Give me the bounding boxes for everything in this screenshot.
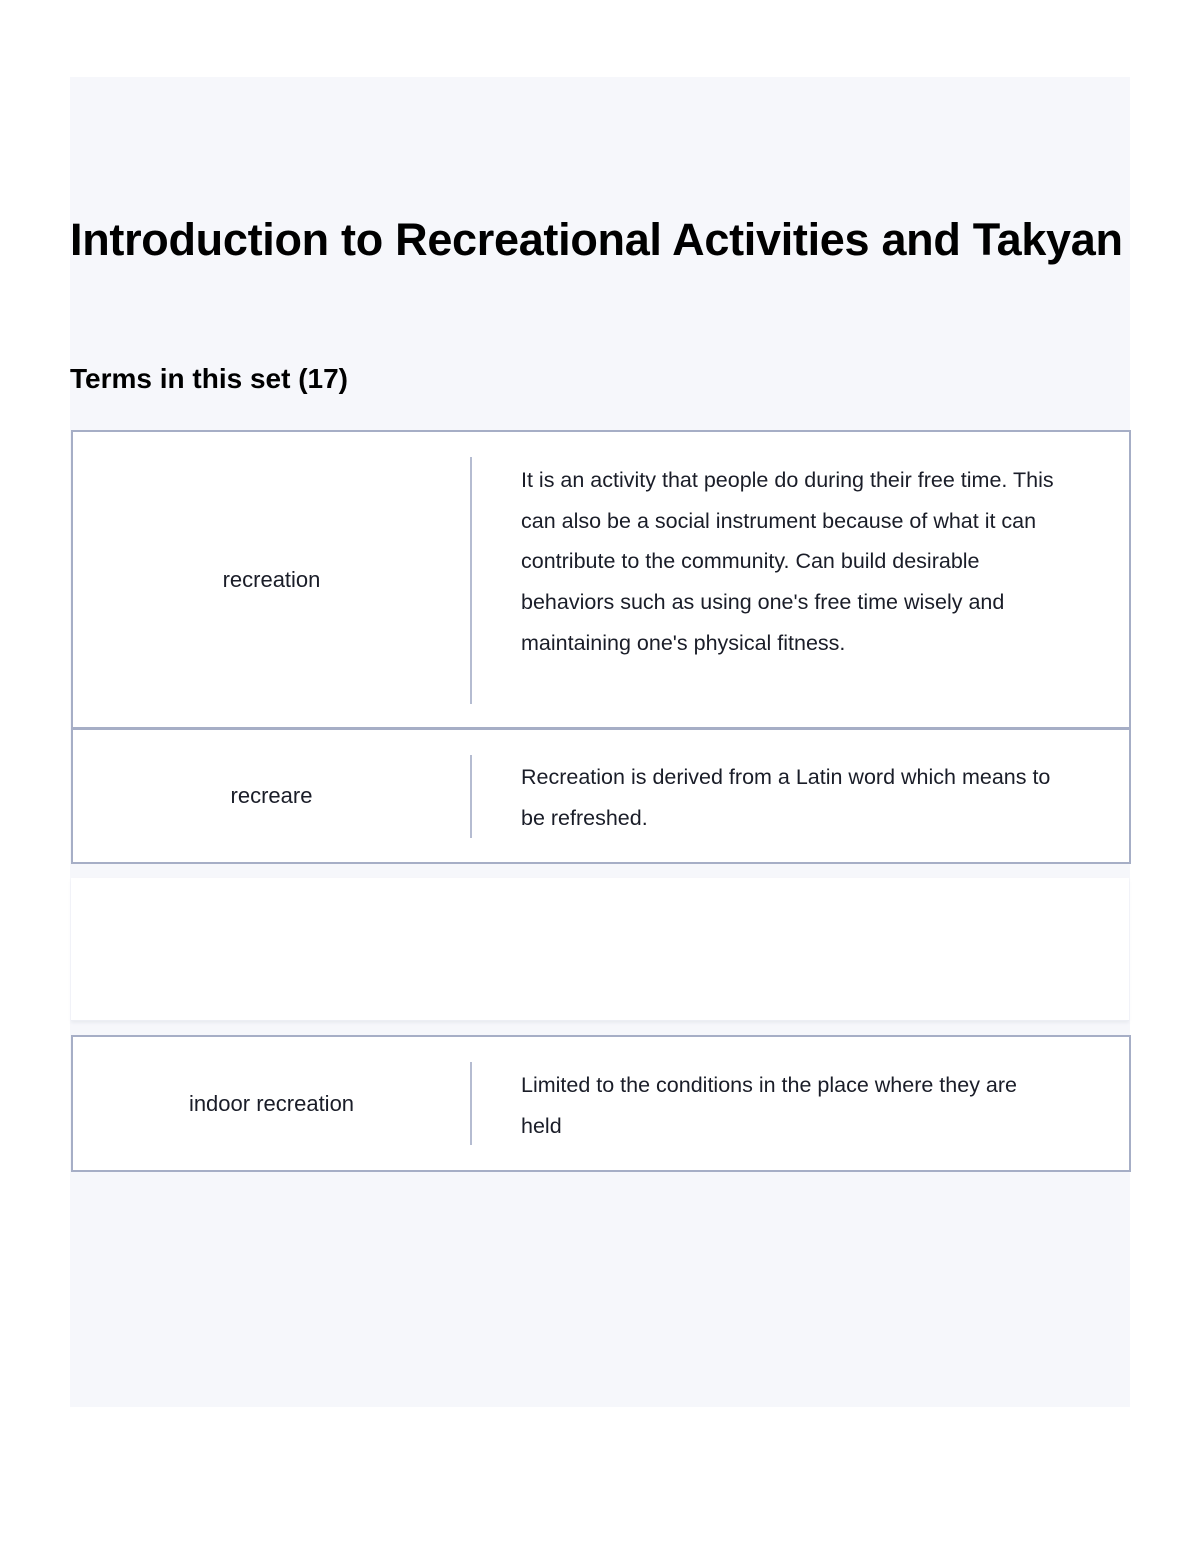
term-definition: It is an activity that people do during their free time. This can also be a social instrument because of what it can contribute to the community. Can build desirable behaviors such as using one's free time wisely and maintaining one's physical fitness. <box>521 468 1054 655</box>
term-card[interactable] <box>71 728 1131 864</box>
set-title: Introduction to Recreational Activities and Takyan <box>70 214 1123 265</box>
ad-placeholder <box>71 878 1129 1021</box>
card-divider <box>470 457 472 704</box>
term-card[interactable] <box>71 430 1131 729</box>
term-word: recreation <box>222 566 321 592</box>
terms-count-heading: Terms in this set (17) <box>70 363 349 394</box>
card-divider <box>470 755 472 838</box>
term-word: indoor recreation <box>188 1090 355 1116</box>
term-definition: Recreation is derived from a Latin word which means to be refreshed. <box>521 765 1051 830</box>
card-divider <box>470 1062 472 1145</box>
term-definition: Limited to the conditions in the place where they are held <box>521 1073 1017 1138</box>
term-word: recreare <box>230 783 313 808</box>
term-card[interactable] <box>71 1035 1131 1172</box>
